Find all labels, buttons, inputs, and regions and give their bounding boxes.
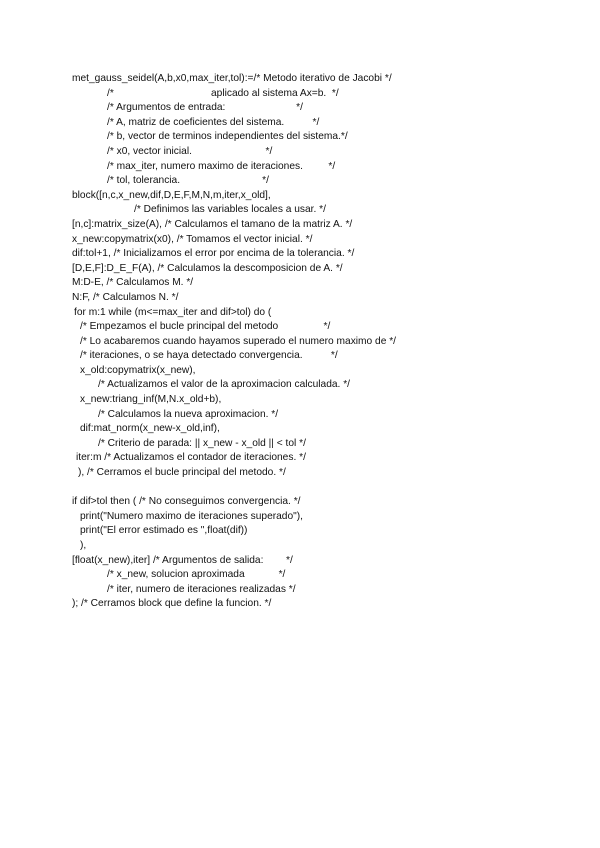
code-text: /* Argumentos de entrada: */ bbox=[107, 102, 303, 114]
code-line bbox=[0, 451, 600, 466]
code-line bbox=[0, 568, 600, 583]
code-line bbox=[0, 174, 600, 189]
code-text: [D,E,F]:D_E_F(A), /* Calculamos la descomposicion de A. */ bbox=[72, 262, 343, 274]
code-line bbox=[0, 276, 600, 291]
code-line bbox=[0, 466, 600, 481]
code-text: ), bbox=[80, 540, 87, 551]
code-text: for m:1 while (m<=max_iter and dif>tol) do ( bbox=[74, 306, 272, 318]
code-line bbox=[0, 233, 600, 248]
code-text: aplicado al sistema Ax=b. */ bbox=[211, 87, 339, 99]
code-line bbox=[0, 262, 600, 277]
code-text: iter:m /* Actualizamos el contador de iteraciones. */ bbox=[76, 452, 306, 464]
code-text: x_new:copymatrix(x0), /* Tomamos el vector inicial. */ bbox=[72, 233, 313, 245]
code-line bbox=[0, 583, 600, 598]
code-line bbox=[0, 101, 600, 116]
code-text: /* b, vector de terminos independientes del sistema.*/ bbox=[107, 131, 348, 143]
code-text: /* Actualizamos el valor de la aproximacion calculada. */ bbox=[98, 379, 350, 391]
code-text: /* A, matriz de coeficientes del sistema. */ bbox=[107, 116, 320, 128]
code-line bbox=[0, 160, 600, 175]
code-line bbox=[0, 203, 600, 218]
code-text: [n,c]:matrix_size(A), /* Calculamos el tamano de la matriz A. */ bbox=[72, 218, 353, 230]
code-text: ); /* Cerramos block que define la funcion. */ bbox=[72, 598, 272, 610]
code-text: print("El error estimado es ",float(dif)) bbox=[80, 525, 248, 537]
code-line bbox=[0, 145, 600, 160]
code-line bbox=[0, 349, 600, 364]
code-line bbox=[0, 481, 600, 496]
code-text: if dif>tol then ( /* No conseguimos convergencia. */ bbox=[72, 496, 301, 508]
code-line bbox=[0, 130, 600, 145]
code-line bbox=[0, 218, 600, 233]
code-line bbox=[0, 320, 600, 335]
code-line bbox=[0, 393, 600, 408]
code-line bbox=[0, 87, 600, 102]
code-line bbox=[0, 364, 600, 379]
code-text: /* Empezamos el bucle principal del metodo */ bbox=[80, 321, 331, 333]
code-text: /* Calculamos la nueva aproximacion. */ bbox=[98, 408, 279, 420]
maxima-code-listing bbox=[0, 72, 600, 612]
code-line bbox=[0, 306, 600, 321]
code-line bbox=[0, 422, 600, 437]
code-text: x_new:triang_inf(M,N.x_old+b), bbox=[80, 394, 222, 406]
code-text: /* max_iter, numero maximo de iteraciones. */ bbox=[107, 160, 336, 172]
code-line bbox=[0, 335, 600, 350]
code-text: /* x_new, solucion aproximada */ bbox=[107, 569, 286, 581]
code-text: /* Definimos las variables locales a usar. */ bbox=[134, 204, 326, 216]
code-line bbox=[0, 554, 600, 569]
code-text: ), /* Cerramos el bucle principal del metodo. */ bbox=[78, 467, 286, 479]
code-line bbox=[0, 437, 600, 452]
code-text: block([n,c,x_new,dif,D,E,F,M,N,m,iter,x_old], bbox=[72, 189, 271, 201]
code-text: /* Criterio de parada: || x_new - x_old || < tol */ bbox=[98, 437, 306, 449]
code-text: print("Numero maximo de iteraciones superado"), bbox=[80, 510, 303, 522]
code-text: /* bbox=[107, 87, 114, 99]
code-line bbox=[0, 291, 600, 306]
code-text: /* x0, vector inicial. */ bbox=[107, 145, 273, 157]
code-text: [float(x_new),iter] /* Argumentos de salida: */ bbox=[72, 554, 293, 566]
code-line bbox=[0, 189, 600, 204]
code-text: /* iter, numero de iteraciones realizadas */ bbox=[107, 583, 296, 595]
code-text: dif:tol+1, /* Inicializamos el error por encima de la tolerancia. */ bbox=[72, 248, 355, 260]
code-text: N:F, /* Calculamos N. */ bbox=[72, 291, 179, 303]
code-text: met_gauss_seidel(A,b,x0,max_iter,tol):=/* Metodo iterativo de Jacobi */ bbox=[72, 73, 392, 84]
code-text: x_old:copymatrix(x_new), bbox=[80, 364, 196, 376]
code-line bbox=[0, 524, 600, 539]
code-text: dif:mat_norm(x_new-x_old,inf), bbox=[80, 423, 220, 435]
code-line bbox=[0, 510, 600, 525]
code-text: /* iteraciones, o se haya detectado convergencia. */ bbox=[80, 350, 338, 362]
code-text: /* Lo acabaremos cuando hayamos superado el numero maximo de */ bbox=[80, 335, 396, 347]
code-line bbox=[0, 597, 600, 612]
code-line bbox=[0, 539, 600, 554]
code-line bbox=[0, 378, 600, 393]
code-line bbox=[0, 116, 600, 131]
code-text: M:D-E, /* Calculamos M. */ bbox=[72, 277, 194, 289]
code-text: /* tol, tolerancia. */ bbox=[107, 175, 269, 187]
code-line bbox=[0, 72, 600, 87]
code-line bbox=[0, 247, 600, 262]
code-line bbox=[0, 495, 600, 510]
code-line bbox=[0, 408, 600, 423]
